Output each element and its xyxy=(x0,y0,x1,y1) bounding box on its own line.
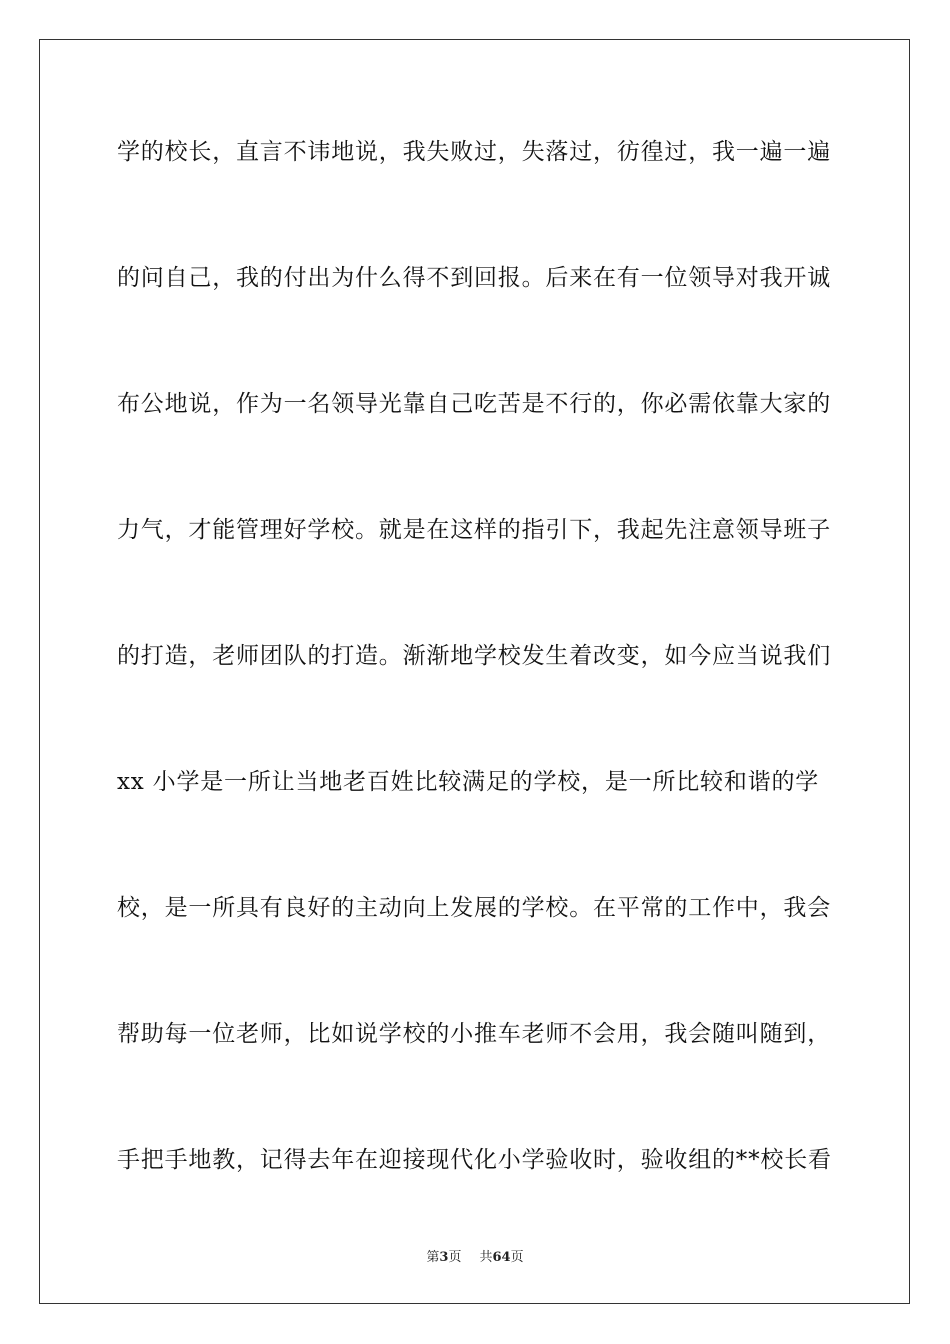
total-prefix: 共 xyxy=(479,1250,493,1265)
page-prefix: 第 xyxy=(426,1250,440,1265)
text-line-8: 帮助每一位老师，比如说学校的小推车老师不会用，我会随叫随到， xyxy=(117,1021,831,1047)
page-number: 3 xyxy=(439,1250,449,1265)
page-suffix: 页 xyxy=(448,1250,462,1265)
text-line-2: 的问自己，我的付出为什么得不到回报。后来在有一位领导对我开诚 xyxy=(117,265,831,291)
total-pages: 64 xyxy=(492,1250,511,1265)
text-line-7: 校，是一所具有良好的主动向上发展的学校。在平常的工作中，我会 xyxy=(117,895,831,921)
text-line-3: 布公地说，作为一名领导光靠自己吃苦是不行的，你必需依靠大家的 xyxy=(117,391,831,417)
text-line-4: 力气，才能管理好学校。就是在这样的指引下，我起先注意领导班子 xyxy=(117,517,831,543)
page-footer xyxy=(0,1246,950,1265)
total-suffix: 页 xyxy=(510,1250,524,1265)
text-line-5: 的打造，老师团队的打造。渐渐地学校发生着改变，如今应当说我们 xyxy=(117,643,831,669)
document-body xyxy=(117,128,833,1262)
text-line-6: xx 小学是一所让当地老百姓比较满足的学校，是一所比较和谐的学 xyxy=(117,769,820,795)
text-line-1: 学的校长，直言不讳地说，我失败过，失落过，彷徨过，我一遍一遍 xyxy=(117,139,831,165)
text-line-9: 手把手地教，记得去年在迎接现代化小学验收时，验收组的**校长看 xyxy=(117,1147,832,1173)
